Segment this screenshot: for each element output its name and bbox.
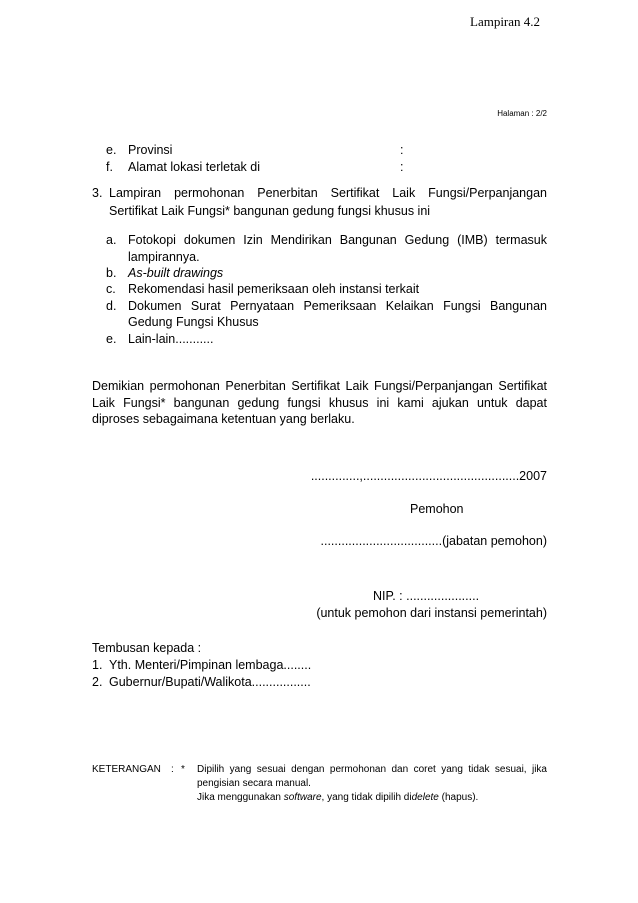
place-date-field: ..............,.............................................2007 (310, 469, 547, 483)
tembusan-item: Yth. Menteri/Pimpinan lembaga........ (109, 658, 312, 672)
list-item-number: 2. (92, 675, 103, 689)
closing-line: Demikian permohonan Penerbitan Sertifikat Laik Fungsi/Perpanjangan Sertifikat (92, 379, 547, 393)
list-item-letter: d. (106, 299, 117, 313)
keterangan-text: Jika menggunakan (197, 792, 284, 803)
keterangan-label: KETERANGAN (92, 764, 161, 775)
list-item-letter: b. (106, 266, 117, 280)
keterangan-line (197, 792, 478, 803)
list-item-text: Rekomendasi hasil pemeriksaan oleh instansi terkait (128, 282, 420, 296)
list-item-letter: e. (106, 332, 117, 346)
section-number: 3. (92, 186, 103, 200)
footnote-star: * (181, 764, 185, 775)
list-item-letter: e. (106, 143, 117, 157)
keterangan-text: , yang tidak dipilih di (321, 792, 412, 803)
pemohon-label: Pemohon (410, 502, 464, 516)
tembusan-title: Tembusan kepada : (92, 641, 202, 655)
jabatan-field: ...................................(jabatan pemohon) (320, 534, 547, 548)
section3-intro-line1: Lampiran permohonan Penerbitan Sertifikat Laik Fungsi/Perpanjangan (109, 186, 547, 200)
list-item-text-cont: lampirannya. (128, 250, 200, 264)
keterangan-text: (hapus). (438, 792, 479, 803)
nip-field: NIP. : ..................... (373, 589, 480, 603)
field-colon: : (400, 143, 404, 157)
lampiran-label: Lampiran 4.2 (470, 14, 541, 29)
keterangan-text-italic: software (283, 792, 322, 803)
keterangan-text-italic: delete (411, 792, 439, 803)
list-item-text: Fotokopi dokumen Izin Mendirikan Bangunan Gedung (IMB) termasuk (128, 233, 547, 247)
tembusan-item: Gubernur/Bupati/Walikota................. (109, 675, 311, 689)
keterangan-line: Dipilih yang sesuai dengan permohonan dan coret yang tidak sesuai, jika (197, 764, 547, 775)
list-item-letter: a. (106, 233, 117, 247)
list-item-text: Dokumen Surat Pernyataan Pemeriksaan Kelaikan Fungsi Bangunan (128, 299, 547, 313)
section3-intro-line2: Sertifikat Laik Fungsi* bangunan gedung fungsi khusus ini (109, 204, 431, 218)
page-number: Halaman : 2/2 (497, 109, 547, 118)
list-item-letter: c. (106, 282, 116, 296)
closing-line: Laik Fungsi* bangunan gedung fungsi khusus ini kami ajukan untuk dapat (92, 396, 547, 410)
field-colon: : (400, 160, 404, 174)
list-item-text-cont: Gedung Fungsi Khusus (128, 315, 259, 329)
list-item-letter: f. (106, 160, 113, 174)
closing-line: diproses sebagaimana ketentuan yang berlaku. (92, 412, 355, 426)
list-item-text: Lain-lain........... (128, 332, 214, 346)
field-label-provinsi: Provinsi (128, 143, 173, 157)
keterangan-colon: : (171, 764, 174, 775)
nip-note: (untuk pemohon dari instansi pemerintah) (316, 606, 547, 620)
list-item-number: 1. (92, 658, 103, 672)
keterangan-line: pengisian secara manual. (197, 778, 311, 789)
field-label-alamat: Alamat lokasi terletak di (128, 160, 261, 174)
list-item-text: As-built drawings (128, 266, 224, 280)
